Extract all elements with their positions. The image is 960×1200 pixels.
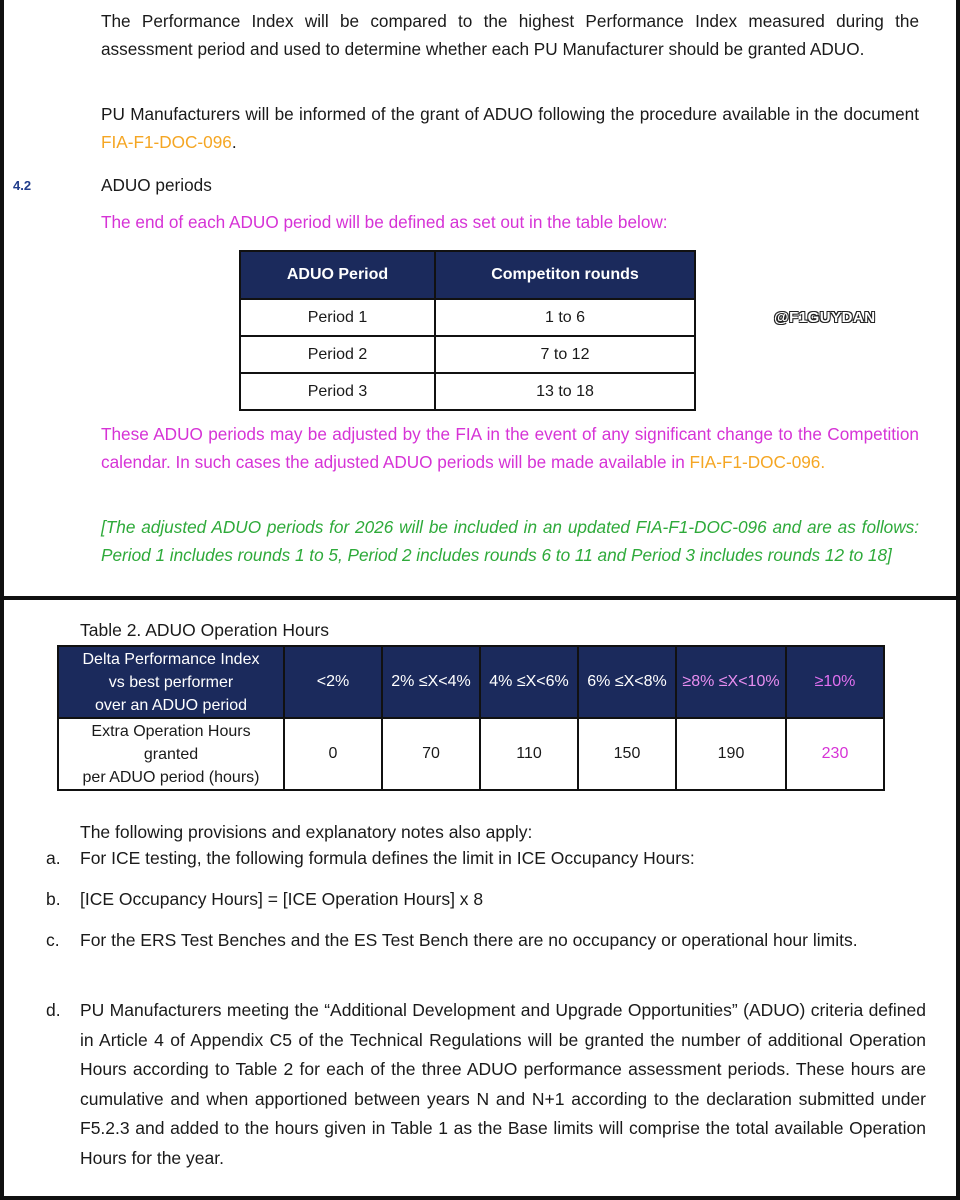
section-intro: The end of each ADUO period will be defined as set out in the table below: [101, 212, 668, 232]
rounds-cell: 13 to 18 [435, 373, 695, 410]
list-item-text: [ICE Occupancy Hours] = [ICE Operation Hours] x 8 [80, 889, 484, 909]
adjustment-doc-link[interactable]: FIA-F1-DOC-096. [689, 451, 826, 472]
grant-procedure-text: PU Manufacturers will be informed of the grant of ADUO following the procedure available in the document [101, 104, 919, 124]
column-header-threshold: 2% ≤X<4% [382, 646, 480, 718]
section-number: 4.2 [13, 178, 32, 193]
label-line: per ADUO period (hours) [82, 768, 260, 786]
list-item [46, 996, 926, 1173]
list-item-text: PU Manufacturers meeting the “Additional Development and Upgrade Opportunities” (ADUO) criteria defined in Article 4 of Appendix C5 of the Technical Regulations will be granted the number of additional Operation Hours according to Table 2 for each of the three ADUO performance assessment periods. These hours are cumulative and when apportioned between years N and N+1 according to the declaration submitted under F5.2.3 and added to the hours given in Table 1 as the Base limits will comprise the total available Operation Hours for the year. [80, 1000, 926, 1168]
hours-value-cell: 230 [786, 718, 884, 790]
list-item [46, 885, 926, 915]
column-header-threshold: 6% ≤X<8% [578, 646, 676, 718]
doc-reference-link[interactable]: FIA-F1-DOC-096 [101, 131, 232, 152]
notes-intro: The following provisions and explanatory notes also apply: [80, 822, 533, 842]
hours-value-cell: 190 [676, 718, 786, 790]
period-cell: Period 3 [240, 373, 435, 410]
list-item-text: For ICE testing, the following formula defines the limit in ICE Occupancy Hours: [80, 848, 695, 868]
delta-performance-label [58, 646, 284, 718]
column-header-threshold: ≥8% ≤X<10% [676, 646, 786, 718]
table-row [240, 373, 695, 410]
label-line: vs best performer [108, 673, 234, 691]
label-line: Delta Performance Index [82, 650, 260, 668]
section-title: ADUO periods [101, 175, 212, 195]
list-item-letter: d. [46, 1000, 61, 1020]
adjustment-paragraph [101, 421, 919, 476]
column-header-period: ADUO Period [240, 251, 435, 299]
hours-value-cell: 110 [480, 718, 578, 790]
label-line: granted [143, 745, 199, 763]
rounds-cell: 1 to 6 [435, 299, 695, 336]
period-cell: Period 2 [240, 336, 435, 373]
list-item-text: For the ERS Test Benches and the ES Test Bench there are no occupancy or operational hour limits. [80, 930, 858, 950]
bottom-document-panel [0, 596, 960, 1200]
hours-value-cell: 70 [382, 718, 480, 790]
grant-procedure-end: . [231, 131, 237, 152]
period-cell: Period 1 [240, 299, 435, 336]
list-item-letter: c. [46, 930, 60, 950]
aduo-operation-hours-table [57, 645, 885, 791]
hours-value-cell: 0 [284, 718, 382, 790]
column-header-threshold: ≥10% [786, 646, 884, 718]
table-row [240, 299, 695, 336]
aduo-period-table [239, 250, 696, 411]
list-item-letter: a. [46, 848, 61, 868]
adjusted-periods-note: [The adjusted ADUO periods for 2026 will be included in an updated FIA-F1-DOC-096 and are as follows: Period 1 includes rounds 1 to 5, Period 2 includes rounds 6 to 11 and Period 3 includes rounds 12 to 18] [101, 517, 919, 565]
performance-index-paragraph: The Performance Index will be compared to the highest Performance Index measured during the assessment period and used to determine whether each PU Manufacturer should be granted ADUO. [101, 11, 919, 59]
hours-value-cell: 150 [578, 718, 676, 790]
column-header-threshold: 4% ≤X<6% [480, 646, 578, 718]
grant-procedure-paragraph [101, 101, 919, 156]
extra-hours-label [58, 718, 284, 790]
label-line: Extra Operation Hours [91, 722, 251, 740]
rounds-cell: 7 to 12 [435, 336, 695, 373]
column-header-threshold: <2% [284, 646, 382, 718]
list-item [46, 926, 926, 956]
adjustment-text: These ADUO periods may be adjusted by the FIA in the event of any significant change to the Competition calendar. In such cases the adjusted ADUO periods will be made available in [101, 424, 919, 472]
table-row [58, 718, 884, 790]
watermark-handle: @F1GUYDAN [774, 309, 876, 326]
column-header-rounds: Competiton rounds [435, 251, 695, 299]
table2-caption: Table 2. ADUO Operation Hours [80, 620, 330, 640]
list-item [46, 844, 926, 874]
table-header-row [240, 251, 695, 299]
table-header-row [58, 646, 884, 718]
label-line: over an ADUO period [94, 696, 248, 714]
list-item-letter: b. [46, 889, 61, 909]
table-row [240, 336, 695, 373]
